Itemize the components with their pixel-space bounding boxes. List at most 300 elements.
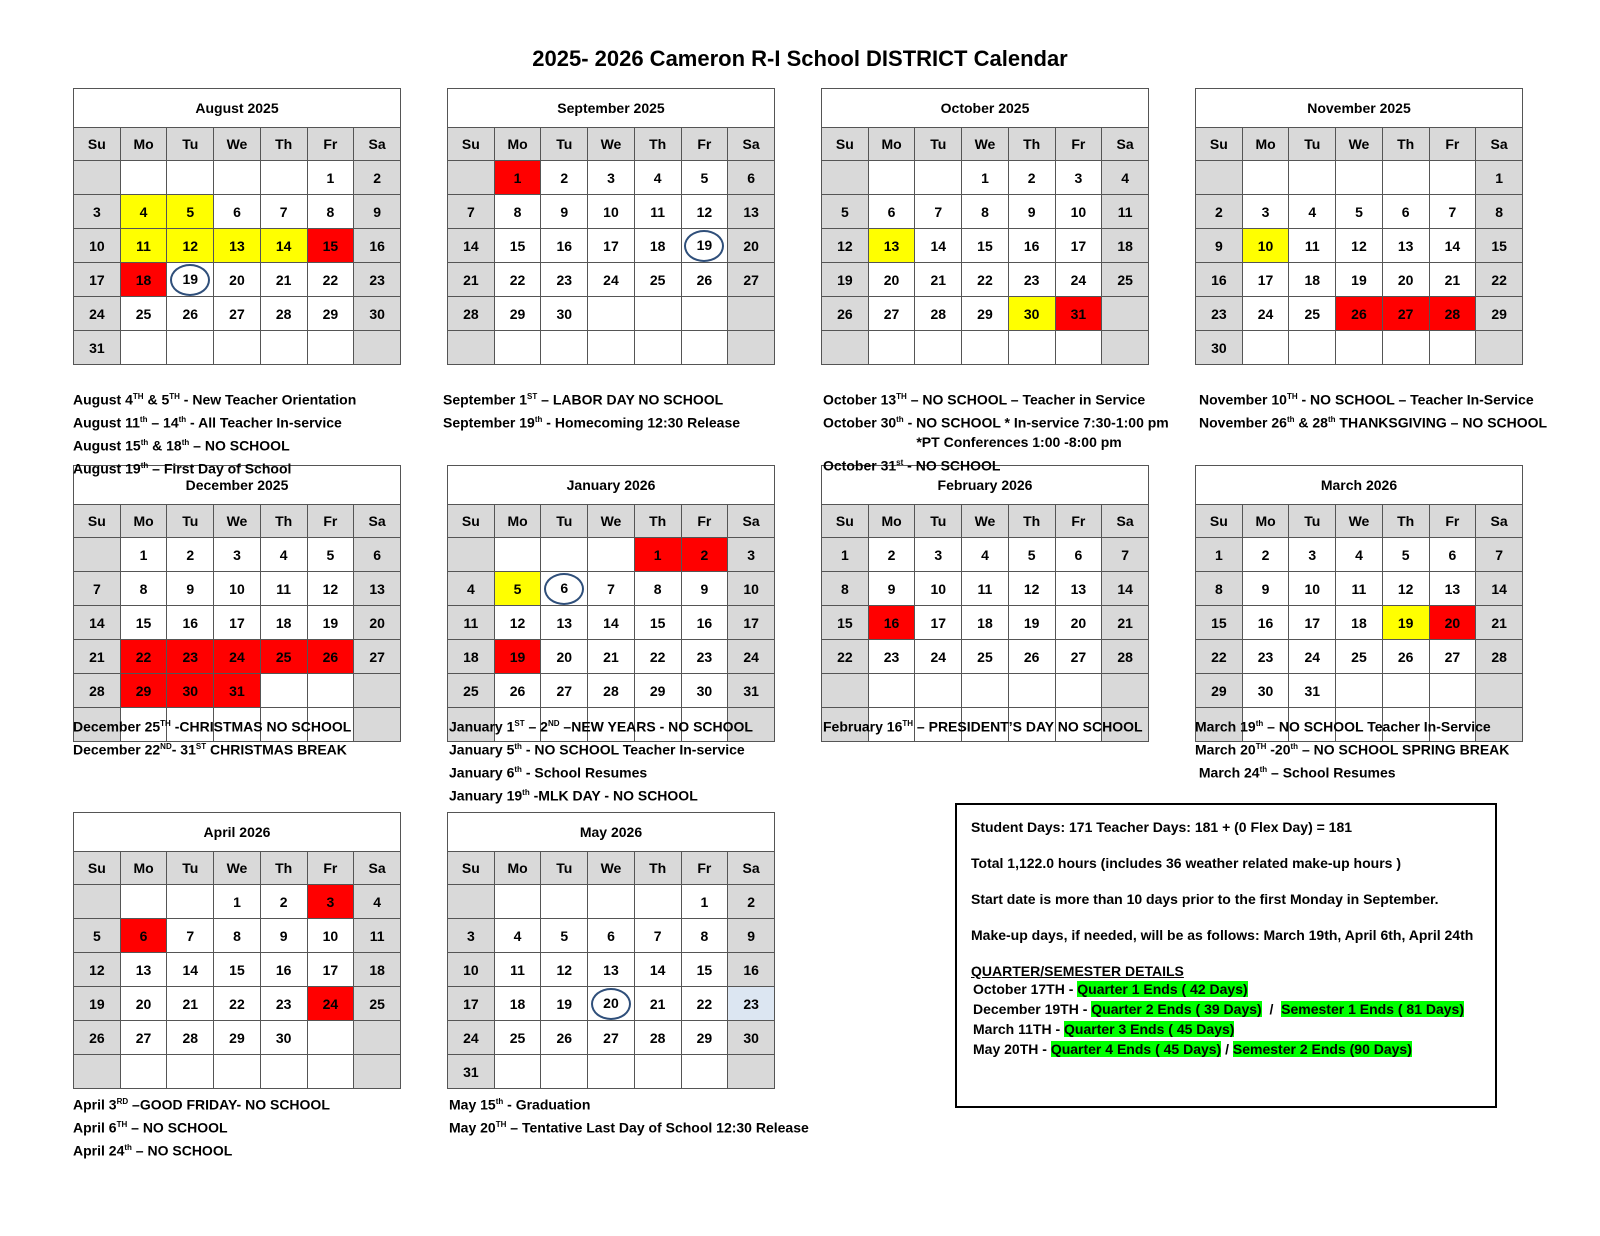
calendar-day: 15: [1476, 229, 1523, 263]
weekday-header: Su: [448, 505, 495, 538]
calendar-day: 14: [74, 606, 121, 640]
calendar-day: 4: [634, 161, 681, 195]
calendar-day: 2: [167, 538, 214, 572]
empty-day: [728, 1055, 775, 1089]
calendar-day: 7: [260, 195, 307, 229]
calendar-day: 30: [354, 297, 401, 331]
weekday-header: Sa: [1102, 128, 1149, 161]
calendar-day: 18: [962, 606, 1009, 640]
empty-day: [1429, 161, 1476, 195]
calendar-day: 19: [74, 987, 121, 1021]
calendar-day: 29: [634, 674, 681, 708]
empty-day: [868, 331, 915, 365]
calendar-day: 2: [1008, 161, 1055, 195]
calendar-day: 3: [448, 919, 495, 953]
calendar-day: 17: [588, 229, 635, 263]
empty-day: [681, 1055, 728, 1089]
weekday-header: Fr: [1429, 505, 1476, 538]
calendar-day: 31: [728, 674, 775, 708]
empty-day: [1008, 331, 1055, 365]
calendar-day: 5: [681, 161, 728, 195]
calendar-day: 11: [494, 953, 541, 987]
empty-day: [448, 331, 495, 365]
calendar-day: 17: [1242, 263, 1289, 297]
calendar-day: 7: [448, 195, 495, 229]
month-name: September 2025: [448, 89, 775, 128]
calendar-day: 28: [915, 297, 962, 331]
note-line: *PT Conferences 1:00 -8:00 pm: [823, 434, 1122, 451]
calendar-day: 22: [120, 640, 167, 674]
calendar-day: 27: [1382, 297, 1429, 331]
calendar-day: 21: [260, 263, 307, 297]
calendar-day: 17: [728, 606, 775, 640]
calendar-day: 11: [120, 229, 167, 263]
calendar-day: 10: [74, 229, 121, 263]
month-december: [73, 465, 401, 742]
calendar-day: 6: [120, 919, 167, 953]
calendar-day: 28: [1476, 640, 1523, 674]
calendar-day: 30: [728, 1021, 775, 1055]
calendar-day: 3: [1289, 538, 1336, 572]
note-line: January 6th - School Resumes: [449, 764, 648, 781]
weekday-header: Sa: [728, 128, 775, 161]
empty-day: [868, 674, 915, 708]
note-line: February 16TH – PRESIDENT’S DAY NO SCHOOL: [823, 718, 1143, 735]
calendar-day: 23: [167, 640, 214, 674]
calendar-day: 16: [260, 953, 307, 987]
weekday-header: Su: [74, 852, 121, 885]
calendar-day: 8: [681, 919, 728, 953]
calendar-day: 2: [1242, 538, 1289, 572]
quarter-2-end: Quarter 2 Ends ( 39 Days): [1091, 1001, 1262, 1017]
notes-october: [823, 387, 1169, 476]
empty-day: [681, 331, 728, 365]
calendar-day: 22: [494, 263, 541, 297]
empty-day: [915, 674, 962, 708]
hours-summary: Total 1,122.0 hours (includes 36 weather related make-up hours ): [971, 855, 1401, 871]
note-line: March 19th – NO SCHOOL Teacher In-Service: [1195, 718, 1491, 735]
calendar-day: 11: [634, 195, 681, 229]
quarter-2-line: [973, 999, 1481, 1019]
calendar-day: 31: [214, 674, 261, 708]
empty-day: [588, 331, 635, 365]
weekday-header: Tu: [1289, 128, 1336, 161]
calendar-day: 15: [120, 606, 167, 640]
calendar-day: 22: [822, 640, 869, 674]
weekday-header: Su: [1196, 505, 1243, 538]
notes-august: [73, 387, 356, 480]
weekday-header: Sa: [1102, 505, 1149, 538]
calendar-day: 30: [541, 297, 588, 331]
empty-day: [74, 161, 121, 195]
calendar-day: 4: [962, 538, 1009, 572]
circled-day: 20: [591, 988, 631, 1020]
calendar-day: 11: [1102, 195, 1149, 229]
empty-day: [214, 331, 261, 365]
quarter-1-line: [973, 979, 1481, 999]
calendar-day: 11: [260, 572, 307, 606]
calendar-day: 23: [681, 640, 728, 674]
calendar-day: 12: [167, 229, 214, 263]
calendar-day: 16: [1196, 263, 1243, 297]
weekday-header: We: [1336, 128, 1383, 161]
weekday-header: Tu: [915, 505, 962, 538]
calendar-day: 13: [1382, 229, 1429, 263]
calendar-day: 4: [1289, 195, 1336, 229]
weekday-header: Th: [1382, 128, 1429, 161]
calendar-day: 24: [214, 640, 261, 674]
calendar-day: 30: [1196, 331, 1243, 365]
note-line: August 11th – 14th - All Teacher In-service: [73, 414, 342, 431]
calendar-day: 25: [634, 263, 681, 297]
calendar-day: 10: [588, 195, 635, 229]
weekday-header: Tu: [167, 852, 214, 885]
calendar-day: 3: [214, 538, 261, 572]
calendar-day: 1: [962, 161, 1009, 195]
empty-day: [1429, 331, 1476, 365]
empty-day: [354, 674, 401, 708]
calendar-day: 25: [354, 987, 401, 1021]
calendar-day: 18: [494, 987, 541, 1021]
calendar-day: 31: [1289, 674, 1336, 708]
separator: /: [1261, 1001, 1282, 1017]
note-line: November 10TH - NO SCHOOL – Teacher In-Service: [1199, 391, 1534, 408]
calendar-day: 15: [214, 953, 261, 987]
calendar-day: 17: [1289, 606, 1336, 640]
calendar-day: [541, 572, 588, 606]
empty-day: [448, 538, 495, 572]
calendar-day: 13: [214, 229, 261, 263]
calendar-day: 20: [1055, 606, 1102, 640]
note-line: March 24th – School Resumes: [1195, 764, 1396, 781]
empty-day: [1382, 161, 1429, 195]
calendar-day: 27: [354, 640, 401, 674]
calendar-day: 27: [214, 297, 261, 331]
empty-day: [1476, 331, 1523, 365]
weekday-header: Su: [74, 505, 121, 538]
note-line: December 22ND- 31ST CHRISTMAS BREAK: [73, 741, 347, 758]
month-august: [73, 88, 401, 365]
weekday-header: Fr: [1429, 128, 1476, 161]
calendar-day: 20: [120, 987, 167, 1021]
calendar-day: 15: [307, 229, 354, 263]
calendar-day: 4: [448, 572, 495, 606]
weekday-header: Mo: [494, 852, 541, 885]
calendar-day: 13: [354, 572, 401, 606]
calendar-day: 27: [588, 1021, 635, 1055]
month-may: [447, 812, 775, 1089]
calendar-day: 8: [494, 195, 541, 229]
empty-day: [307, 331, 354, 365]
month-name: November 2025: [1196, 89, 1523, 128]
weekday-header: Fr: [1055, 128, 1102, 161]
calendar-day: 16: [728, 953, 775, 987]
calendar-day: 9: [1196, 229, 1243, 263]
calendar-day: 22: [681, 987, 728, 1021]
calendar-day: [167, 263, 214, 297]
weekday-header: Fr: [307, 852, 354, 885]
calendar-day: 25: [120, 297, 167, 331]
calendar-day: 6: [1382, 195, 1429, 229]
calendar-day: 16: [681, 606, 728, 640]
empty-day: [1336, 161, 1383, 195]
calendar-day: 15: [822, 606, 869, 640]
empty-day: [494, 538, 541, 572]
calendar-day: 29: [214, 1021, 261, 1055]
empty-day: [822, 674, 869, 708]
calendar-day: 25: [1336, 640, 1383, 674]
note-line: May 20TH – Tentative Last Day of School 12:30 Release: [449, 1119, 809, 1136]
calendar-day: 14: [1102, 572, 1149, 606]
start-date-note: Start date is more than 10 days prior to the first Monday in September.: [971, 891, 1439, 907]
calendar-day: 27: [120, 1021, 167, 1055]
empty-day: [1055, 331, 1102, 365]
empty-day: [354, 1055, 401, 1089]
empty-day: [448, 161, 495, 195]
empty-day: [1289, 331, 1336, 365]
empty-day: [1336, 674, 1383, 708]
calendar-day: 9: [260, 919, 307, 953]
calendar-day: 19: [307, 606, 354, 640]
month-january: [447, 465, 775, 742]
calendar-day: 13: [728, 195, 775, 229]
empty-day: [120, 885, 167, 919]
calendar-day: 24: [307, 987, 354, 1021]
empty-day: [74, 885, 121, 919]
calendar-day: 28: [74, 674, 121, 708]
empty-day: [1102, 674, 1149, 708]
calendar-day: 26: [307, 640, 354, 674]
calendar-day: 4: [120, 195, 167, 229]
note-line: December 25TH -CHRISTMAS NO SCHOOL: [73, 718, 352, 735]
quarter-4-line: [973, 1039, 1481, 1059]
weekday-header: Mo: [120, 852, 167, 885]
weekday-header: Fr: [307, 128, 354, 161]
calendar-day: 1: [120, 538, 167, 572]
weekday-header: We: [214, 128, 261, 161]
calendar-day: 17: [448, 987, 495, 1021]
calendar-day: 26: [541, 1021, 588, 1055]
weekday-header: Th: [260, 852, 307, 885]
calendar-day: 15: [962, 229, 1009, 263]
empty-day: [868, 161, 915, 195]
calendar-day: 2: [681, 538, 728, 572]
note-line: October 30th - NO SCHOOL * In-service 7:30-1:00 pm: [823, 414, 1169, 431]
calendar-day: 26: [1336, 297, 1383, 331]
note-line: November 26th & 28th THANKSGIVING – NO SCHOOL: [1199, 414, 1548, 431]
calendar-day: 23: [354, 263, 401, 297]
calendar-day: 25: [494, 1021, 541, 1055]
calendar-day: 1: [822, 538, 869, 572]
calendar-day: 17: [1055, 229, 1102, 263]
calendar-day: 24: [915, 640, 962, 674]
calendar-day: 16: [541, 229, 588, 263]
calendar-day: 10: [1242, 229, 1289, 263]
calendar-day: 12: [1336, 229, 1383, 263]
calendar-day: 8: [214, 919, 261, 953]
weekday-header: Th: [260, 128, 307, 161]
calendar-day: 28: [1102, 640, 1149, 674]
calendar-day: 27: [1055, 640, 1102, 674]
calendar-day: 23: [1242, 640, 1289, 674]
empty-day: [120, 331, 167, 365]
calendar-day: 24: [74, 297, 121, 331]
calendar-day: 14: [915, 229, 962, 263]
weekday-header: Sa: [1476, 505, 1523, 538]
calendar-day: 31: [448, 1055, 495, 1089]
quarter-heading: QUARTER/SEMESTER DETAILS: [971, 963, 1184, 979]
empty-day: [1476, 674, 1523, 708]
calendar-day: 21: [74, 640, 121, 674]
calendar-day: 27: [868, 297, 915, 331]
calendar-day: 5: [822, 195, 869, 229]
calendar-day: 6: [1055, 538, 1102, 572]
calendar-day: 6: [868, 195, 915, 229]
empty-day: [167, 885, 214, 919]
calendar-day: 15: [681, 953, 728, 987]
calendar-day: 8: [962, 195, 1009, 229]
weekday-header: Sa: [354, 128, 401, 161]
weekday-header: Th: [1008, 128, 1055, 161]
calendar-day: 13: [1429, 572, 1476, 606]
calendar-day: 21: [915, 263, 962, 297]
empty-day: [307, 1055, 354, 1089]
month-name: February 2026: [822, 466, 1149, 505]
note-line: January 5th - NO SCHOOL Teacher In-service: [449, 741, 745, 758]
calendar-day: 21: [634, 987, 681, 1021]
calendar-day: 12: [681, 195, 728, 229]
calendar-day: 21: [588, 640, 635, 674]
empty-day: [214, 161, 261, 195]
calendar-day: 8: [307, 195, 354, 229]
empty-day: [541, 538, 588, 572]
empty-day: [1382, 674, 1429, 708]
weekday-header: Sa: [354, 852, 401, 885]
calendar-day: 20: [868, 263, 915, 297]
calendar-day: 11: [354, 919, 401, 953]
quarter-3-line: [973, 1019, 1481, 1039]
empty-day: [588, 1055, 635, 1089]
empty-day: [74, 1055, 121, 1089]
empty-day: [448, 885, 495, 919]
calendar-day: 24: [1055, 263, 1102, 297]
calendar-day: 28: [448, 297, 495, 331]
calendar-day: 26: [681, 263, 728, 297]
calendar-day: 23: [728, 987, 775, 1021]
weekday-header: Sa: [728, 852, 775, 885]
calendar-day: 2: [541, 161, 588, 195]
calendar-day: 1: [634, 538, 681, 572]
empty-day: [120, 161, 167, 195]
empty-day: [260, 674, 307, 708]
empty-day: [1242, 331, 1289, 365]
calendar-day: 5: [541, 919, 588, 953]
calendar-day: 20: [214, 263, 261, 297]
weekday-header: Mo: [120, 128, 167, 161]
calendar-day: 24: [448, 1021, 495, 1055]
calendar-day: 6: [354, 538, 401, 572]
empty-day: [541, 331, 588, 365]
empty-day: [1382, 331, 1429, 365]
calendar-day: 10: [728, 572, 775, 606]
calendar-day: 5: [1336, 195, 1383, 229]
calendar-day: 29: [307, 297, 354, 331]
note-line: April 3RD –GOOD FRIDAY- NO SCHOOL: [73, 1096, 330, 1113]
notes-november: [1199, 387, 1547, 433]
calendar-day: 9: [167, 572, 214, 606]
calendar-day: 19: [1382, 606, 1429, 640]
calendar-day: 4: [494, 919, 541, 953]
calendar-day: 17: [214, 606, 261, 640]
empty-day: [1196, 161, 1243, 195]
calendar-day: 9: [868, 572, 915, 606]
calendar-day: 10: [307, 919, 354, 953]
calendar-day: 18: [354, 953, 401, 987]
month-march: [1195, 465, 1523, 742]
calendar-day: 30: [260, 1021, 307, 1055]
notes-january: [449, 714, 753, 807]
calendar-day: 21: [167, 987, 214, 1021]
calendar-day: 17: [915, 606, 962, 640]
calendar-day: 4: [260, 538, 307, 572]
weekday-header: Tu: [167, 128, 214, 161]
semester-2-end: Semester 2 Ends (90 Days): [1232, 1041, 1412, 1057]
calendar-day: 11: [1336, 572, 1383, 606]
calendar-day: 25: [1102, 263, 1149, 297]
calendar-day: 12: [74, 953, 121, 987]
calendar-day: 14: [1429, 229, 1476, 263]
calendar-day: 12: [1008, 572, 1055, 606]
empty-day: [307, 674, 354, 708]
calendar-day: 20: [1429, 606, 1476, 640]
calendar-day: 16: [1242, 606, 1289, 640]
calendar-day: 5: [494, 572, 541, 606]
empty-day: [1102, 297, 1149, 331]
calendar-day: 25: [448, 674, 495, 708]
calendar-day: 9: [1008, 195, 1055, 229]
quarter-1-end: Quarter 1 Ends ( 42 Days): [1077, 981, 1248, 997]
calendar-day: 20: [1382, 263, 1429, 297]
calendar-day: 18: [448, 640, 495, 674]
calendar-day: 30: [1242, 674, 1289, 708]
empty-day: [214, 1055, 261, 1089]
month-name: May 2026: [448, 813, 775, 852]
calendar-day: 29: [681, 1021, 728, 1055]
calendar-day: 28: [1429, 297, 1476, 331]
notes-april: [73, 1092, 330, 1161]
month-name: October 2025: [822, 89, 1149, 128]
calendar-day: 14: [588, 606, 635, 640]
calendar-day: 11: [962, 572, 1009, 606]
month-name: August 2025: [74, 89, 401, 128]
weekday-header: Mo: [494, 505, 541, 538]
empty-day: [1102, 331, 1149, 365]
calendar-day: 6: [1429, 538, 1476, 572]
days-summary: Student Days: 171 Teacher Days: 181 + (0 Flex Day) = 181: [971, 819, 1353, 835]
calendar-day: 26: [74, 1021, 121, 1055]
calendar-day: 11: [1289, 229, 1336, 263]
calendar-day: 14: [448, 229, 495, 263]
empty-day: [494, 331, 541, 365]
calendar-day: 25: [962, 640, 1009, 674]
calendar-day: 19: [1336, 263, 1383, 297]
calendar-day: [588, 987, 635, 1021]
weekday-header: Tu: [167, 505, 214, 538]
calendar-day: 13: [541, 606, 588, 640]
calendar-day: 12: [307, 572, 354, 606]
calendar-day: 15: [494, 229, 541, 263]
month-name: April 2026: [74, 813, 401, 852]
